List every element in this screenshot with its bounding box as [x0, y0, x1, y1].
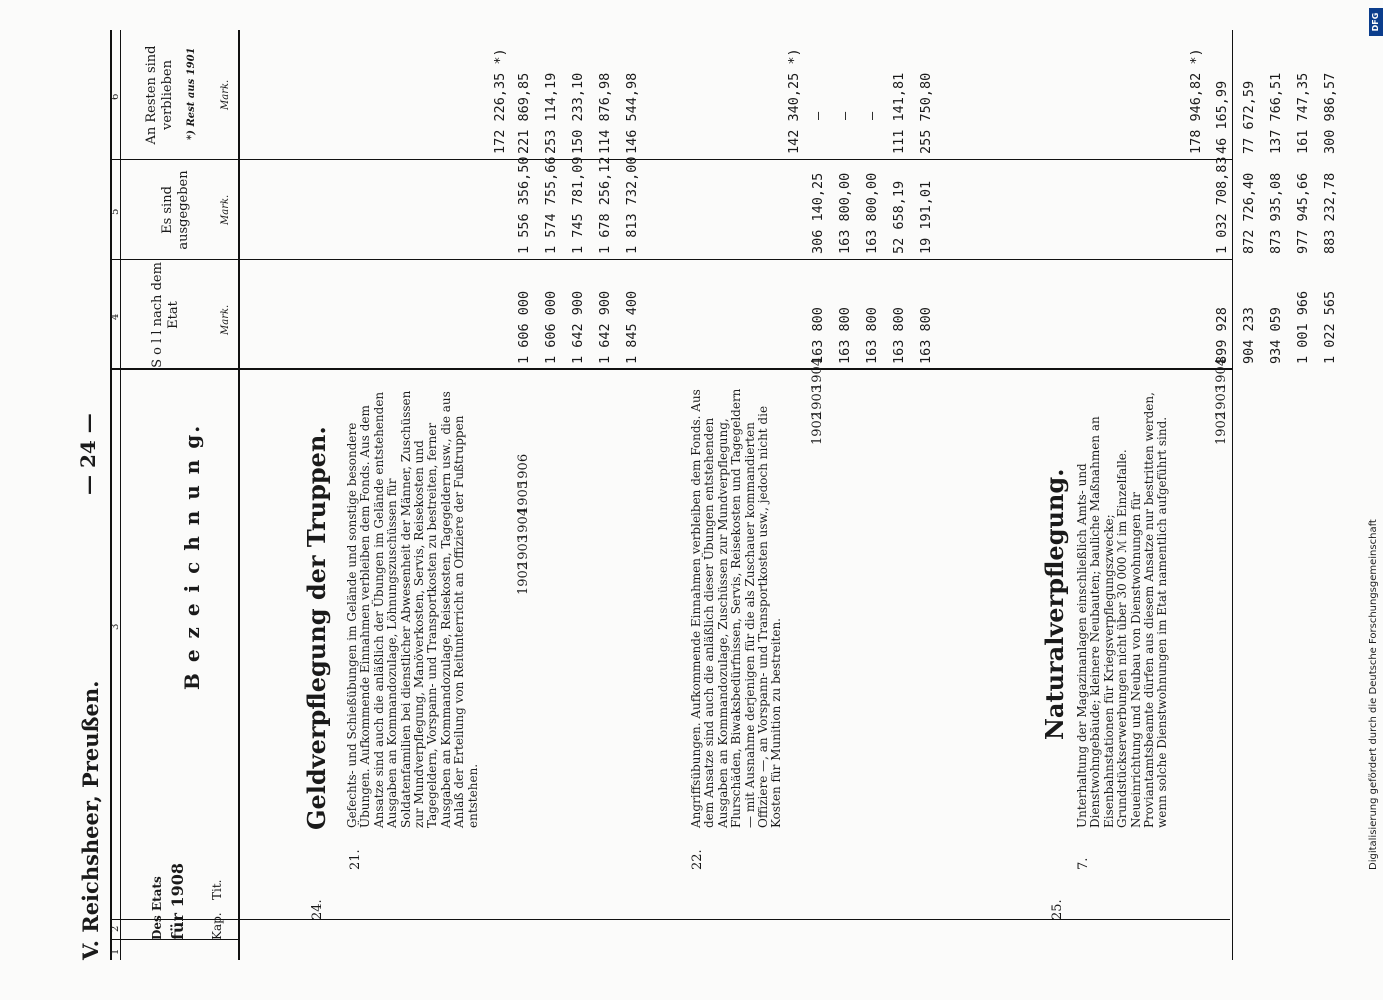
item-21-aus-2: 1 574 755,66 [543, 156, 559, 254]
item-21-rest-2: 221 869,85 [516, 72, 532, 154]
item-22-soll-4: 163 800 [891, 307, 907, 364]
divider-soll [110, 368, 1232, 370]
item-22-rest-6: 255 750,80 [918, 72, 934, 154]
dfg-logo [1369, 8, 1383, 36]
col-num-6: 6 [110, 93, 121, 100]
item-22-soll-2: 163 800 [837, 307, 853, 364]
item-7-rest-4: 137 766,51 [1268, 72, 1284, 154]
page-number: — 24 — [76, 413, 100, 495]
item-21-aus-5: 1 813 732,00 [624, 156, 640, 254]
item-21-rest-4: 150 233,10 [570, 72, 586, 154]
col-num-1: 1 [110, 948, 121, 955]
item-22-rest-1: 142 340,25 *) [786, 48, 802, 154]
col-num-2: 2 [110, 925, 121, 932]
header-kap: Kap. [210, 912, 224, 940]
item-22-soll-1: 163 800 [810, 307, 826, 364]
header-soll-mark: Mark. [220, 304, 231, 335]
item-7-aus-5: 883 232,78 [1322, 172, 1338, 254]
item-7-rest-5: 161 747,35 [1295, 72, 1311, 154]
item-7-soll-3: 934 059 [1268, 307, 1284, 364]
header-soll: S o l l nach dem Etat [150, 262, 181, 368]
item-22-aus-1: 306 140,25 [810, 172, 826, 254]
item-22-soll-3: 163 800 [864, 307, 880, 364]
kap-24: 24. [310, 899, 325, 920]
item-22-year-2: 1903 [810, 384, 825, 418]
item-21-rest-1: 172 226,35 *) [492, 48, 508, 154]
item-22-year-1: 1902 [810, 411, 825, 445]
item-7-aus-2: 872 726,40 [1241, 172, 1257, 254]
item-7-rest-2: 46 165,99 [1214, 80, 1230, 154]
col-num-4: 4 [110, 313, 121, 320]
item-7-soll-4: 1 001 966 [1295, 290, 1311, 364]
item-7-text: Unterhaltung der Magazinanlagen einschließlich Amts- und Dienstwohngebäude; kleinere Neubauten; bauliche Maßnahmen an Eisenbahnstationen für Kriegsverpflegungszwecke; Grundstückserwerbungen nicht über 30 000 ℳ im Einzelfalle. Neueinrichtung und Neubau von Dienstwohnungen für Proviantamtsbeamte dürfen aus diesem Ansatze nur bestritten werden, wenn solche Dienstwohnungen im Etat namentlich aufgeführt sind. [1075, 392, 1170, 828]
item-7-soll-1: 899 928 [1214, 307, 1230, 364]
item-22-aus-2: 163 800,00 [837, 172, 853, 254]
item-21-soll-3: 1 642 900 [570, 290, 586, 364]
item-21-text: Gefechts- und Schießübungen im Gelände und sonstige besondere Übungen. Aufkommende Einnahmen verbleiben dem Fonds. Aus dem Ansatze sind auch die anläßlich der Übungen im Gelände entstehenden Ausgaben an Kommandozulage, Löhnungszuschüssen für Soldatenfamilien bei dienstlicher Abwesenheit der Männer, Zuschüssen zur Mundverpflegung, Manöverkosten, Servis, Reisekosten und Tagegeldern, Vorspann- und Transportkosten zu bestreiten, ferner Ausgaben an Kommandozulage, Reisekosten, Tagegeldern usw., die aus Anlaß der Erteilung von Reitunterricht an Offiziere der Fußtruppen entstehen. [345, 390, 480, 828]
item-22-rest-3: — [837, 111, 853, 120]
digitization-credit [1368, 420, 1382, 870]
item-21-year-2: 1903 [516, 534, 531, 568]
item-22-rest-4: — [864, 111, 880, 120]
item-21-aus-3: 1 745 781,09 [570, 156, 586, 254]
page-header-left: V. Reichsheer, Preußen. [78, 680, 103, 960]
item-22-text: Angriffsübungen. Aufkommende Einnahmen verbleiben dem Fonds. Aus dem Ansatze sind auch die anläßlich dieser Übungen entstehenden Ausgaben an Kommandozulage, Zuschüssen zur Mundverpflegung, Flurschäden, Biwaksbedürfnissen, Servis, Reisekosten und Tagegeldern — mit Ausnahme derjenigen für die als Zuschauer kommandierten Offiziere —, an Vorspann- und Transportkosten usw., jedoch nicht die Kosten für Munition zu bestreiten. [689, 388, 784, 828]
item-7-rest-3: 77 672,59 [1241, 80, 1257, 154]
header-resten: An Resten sind verblieben [144, 45, 175, 145]
item-21-soll-4: 1 642 900 [597, 290, 613, 364]
item-21-soll-2: 1 606 000 [543, 290, 559, 364]
rule-right [1232, 30, 1233, 960]
dfg-logo-text: DFG [1371, 12, 1380, 32]
tit-21: 21. [348, 849, 363, 870]
item-22-rest-5: 111 141,81 [891, 72, 907, 154]
item-7-aus-3: 873 935,08 [1268, 172, 1284, 254]
item-22-aus-3: 163 800,00 [864, 172, 880, 254]
item-21-rest-3: 253 114,19 [543, 72, 559, 154]
item-7-soll-2: 904 233 [1241, 307, 1257, 364]
item-22-year-3: 1904 [810, 357, 825, 391]
section-title-25: Naturalverpflegung. [1040, 468, 1069, 740]
item-22-aus-5: 19 191,01 [918, 180, 934, 254]
item-21-aus-4: 1 678 256,12 [597, 156, 613, 254]
rule-colnums [120, 30, 121, 960]
tit-7: 7. [1076, 857, 1091, 870]
item-7-year-3: 1904 [1214, 357, 1229, 391]
header-ausgegeben: Es sind ausgegeben [160, 170, 191, 250]
rotated-table-page [40, 30, 1383, 960]
item-21-year-4: 1905 [516, 480, 531, 514]
rule-top [110, 30, 112, 960]
item-7-aus-1: 1 032 708,83 [1214, 156, 1230, 254]
header-des-etats: Des Etats [150, 876, 164, 940]
col-num-5: 5 [110, 208, 121, 215]
rule-header-bottom [238, 30, 240, 960]
divider-resten [110, 159, 1232, 160]
header-resten-mark: Mark. [220, 79, 231, 110]
item-7-rest-6: 300 986,57 [1322, 72, 1338, 154]
col-num-3: 3 [110, 623, 121, 630]
item-21-rest-6: 146 544,98 [624, 72, 640, 154]
item-7-year-1: 1902 [1214, 411, 1229, 445]
divider-ausgegeben [110, 259, 1232, 260]
item-7-soll-5: 1 022 565 [1322, 290, 1338, 364]
item-22-rest-2: — [810, 111, 826, 120]
item-22-soll-5: 163 800 [918, 307, 934, 364]
header-bezeichnung: B e z e i c h n u n g. [180, 423, 204, 690]
header-etat-year: für 1908 [168, 862, 187, 940]
header-ausgegeben-mark: Mark. [220, 194, 231, 225]
header-reste-note: *) Rest aus 1901 [186, 47, 197, 140]
item-21-year-3: 1904 [516, 507, 531, 541]
item-21-aus-1: 1 556 356,50 [516, 156, 532, 254]
item-21-soll-5: 1 845 400 [624, 290, 640, 364]
section-title-24: Geldverpflegung der Truppen. [302, 426, 331, 830]
item-22-aus-4: 52 658,19 [891, 180, 907, 254]
digitization-credit-text: Digitalisierung gefördert durch die Deutsche Forschungsgemeinschaft [1368, 519, 1379, 870]
item-21-soll-1: 1 606 000 [516, 290, 532, 364]
item-7-aus-4: 977 945,66 [1295, 172, 1311, 254]
tit-22: 22. [690, 849, 705, 870]
item-7-rest-1: 178 946,82 *) [1188, 48, 1204, 154]
item-7-year-2: 1903 [1214, 384, 1229, 418]
item-21-rest-5: 114 876,98 [597, 72, 613, 154]
item-21-year-1: 1902 [516, 561, 531, 595]
header-tit: Tit. [210, 879, 224, 900]
item-21-year-5: 1906 [516, 453, 531, 487]
kap-25: 25. [1050, 899, 1065, 920]
